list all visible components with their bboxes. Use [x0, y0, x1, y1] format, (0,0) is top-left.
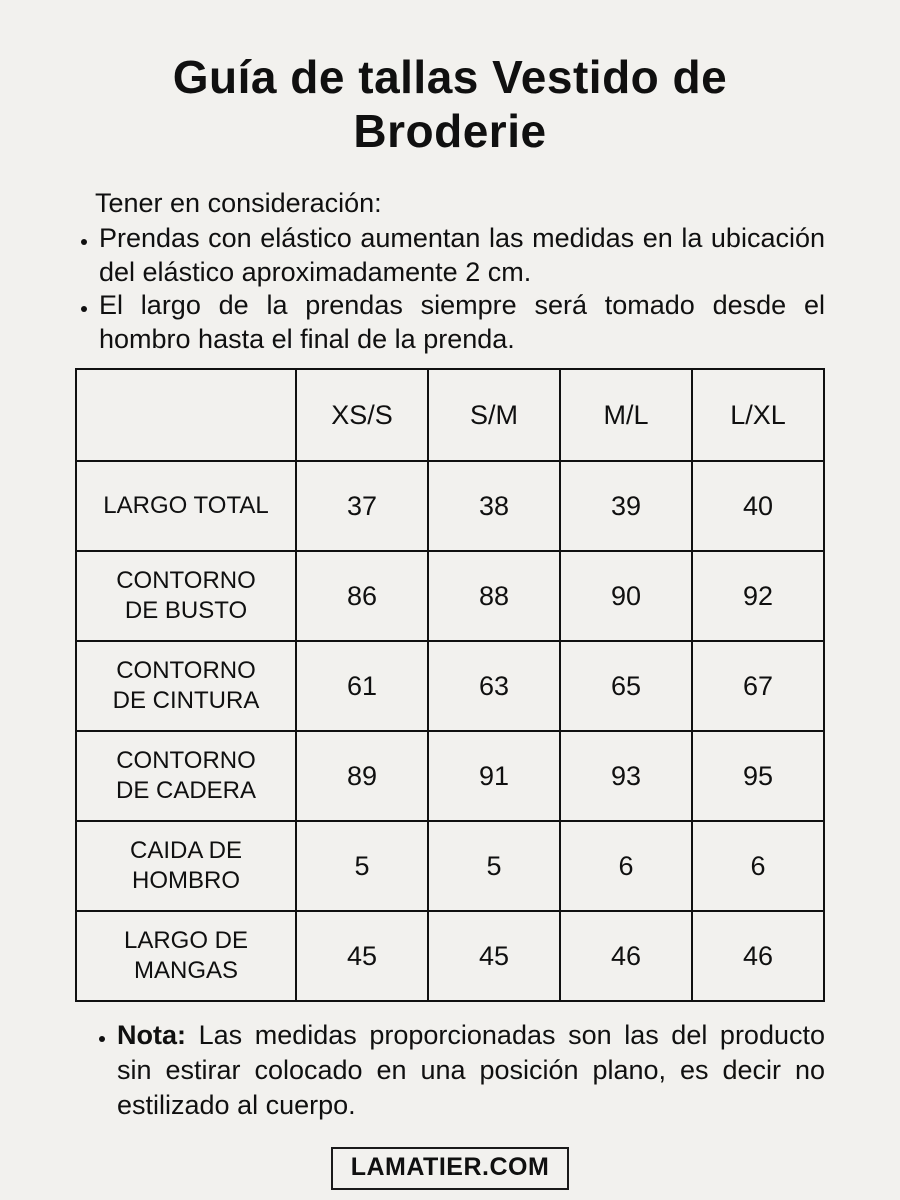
measurement-value: 61: [296, 641, 428, 731]
measurement-value: 45: [296, 911, 428, 1001]
size-table-body: [76, 461, 824, 1001]
measurement-value: 40: [692, 461, 824, 551]
measurement-value: 39: [560, 461, 692, 551]
measurement-value: 88: [428, 551, 560, 641]
table-row: [76, 821, 824, 911]
list-item: • Prendas con elástico aumentan las medidas en la ubicación del elástico aproximadamente 2 cm.: [99, 222, 825, 289]
measurement-label: CONTORNO DE BUSTO: [76, 551, 296, 641]
measurement-value: 95: [692, 731, 824, 821]
measurement-value: 91: [428, 731, 560, 821]
measurement-value: 86: [296, 551, 428, 641]
measurement-label: LARGO DE MANGAS: [76, 911, 296, 1001]
considerations-list: [78, 222, 825, 356]
table-row: [76, 551, 824, 641]
measurement-value: 65: [560, 641, 692, 731]
measurement-value: 37: [296, 461, 428, 551]
measurement-value: 46: [560, 911, 692, 1001]
measurement-value: 5: [296, 821, 428, 911]
table-row: [76, 641, 824, 731]
measurement-value: 6: [692, 821, 824, 911]
size-column-header: XS/S: [296, 369, 428, 461]
page-title: Guía de tallas Vestido de Broderie: [172, 51, 728, 158]
size-column-header: S/M: [428, 369, 560, 461]
measurement-value: 67: [692, 641, 824, 731]
note-label: Nota:: [117, 1020, 186, 1051]
measurement-value: 45: [428, 911, 560, 1001]
measurement-value: 63: [428, 641, 560, 731]
table-row: [76, 911, 824, 1001]
measurement-value: 90: [560, 551, 692, 641]
measurement-value: 93: [560, 731, 692, 821]
measurement-value: 89: [296, 731, 428, 821]
footer-brand-box: LAMATIER.COM: [331, 1147, 570, 1190]
measurement-label: CONTORNO DE CINTURA: [76, 641, 296, 731]
size-column-header: M/L: [560, 369, 692, 461]
note-text: Las medidas proporcionadas son las del producto sin estirar colocado en una posición plano, es decir no estilizado al cuerpo.: [117, 1020, 825, 1121]
note-list: [96, 1018, 825, 1123]
considerations-heading: Tener en consideración:: [95, 187, 382, 218]
list-item: • El largo de la prendas siempre será tomado desde el hombro hasta el final de la prenda.: [99, 289, 825, 356]
corner-cell: [76, 369, 296, 461]
measurement-label: CAIDA DE HOMBRO: [76, 821, 296, 911]
measurement-value: 38: [428, 461, 560, 551]
size-table: [75, 368, 825, 1002]
note-item: [117, 1018, 825, 1123]
table-row: [76, 731, 824, 821]
measurement-value: 92: [692, 551, 824, 641]
footer: [0, 1147, 900, 1190]
table-row: [76, 461, 824, 551]
measurement-value: 46: [692, 911, 824, 1001]
measurement-label: LARGO TOTAL: [76, 461, 296, 551]
size-column-header: L/XL: [692, 369, 824, 461]
measurement-value: 5: [428, 821, 560, 911]
measurement-label: CONTORNO DE CADERA: [76, 731, 296, 821]
measurement-value: 6: [560, 821, 692, 911]
size-table-header-row: [76, 369, 824, 461]
